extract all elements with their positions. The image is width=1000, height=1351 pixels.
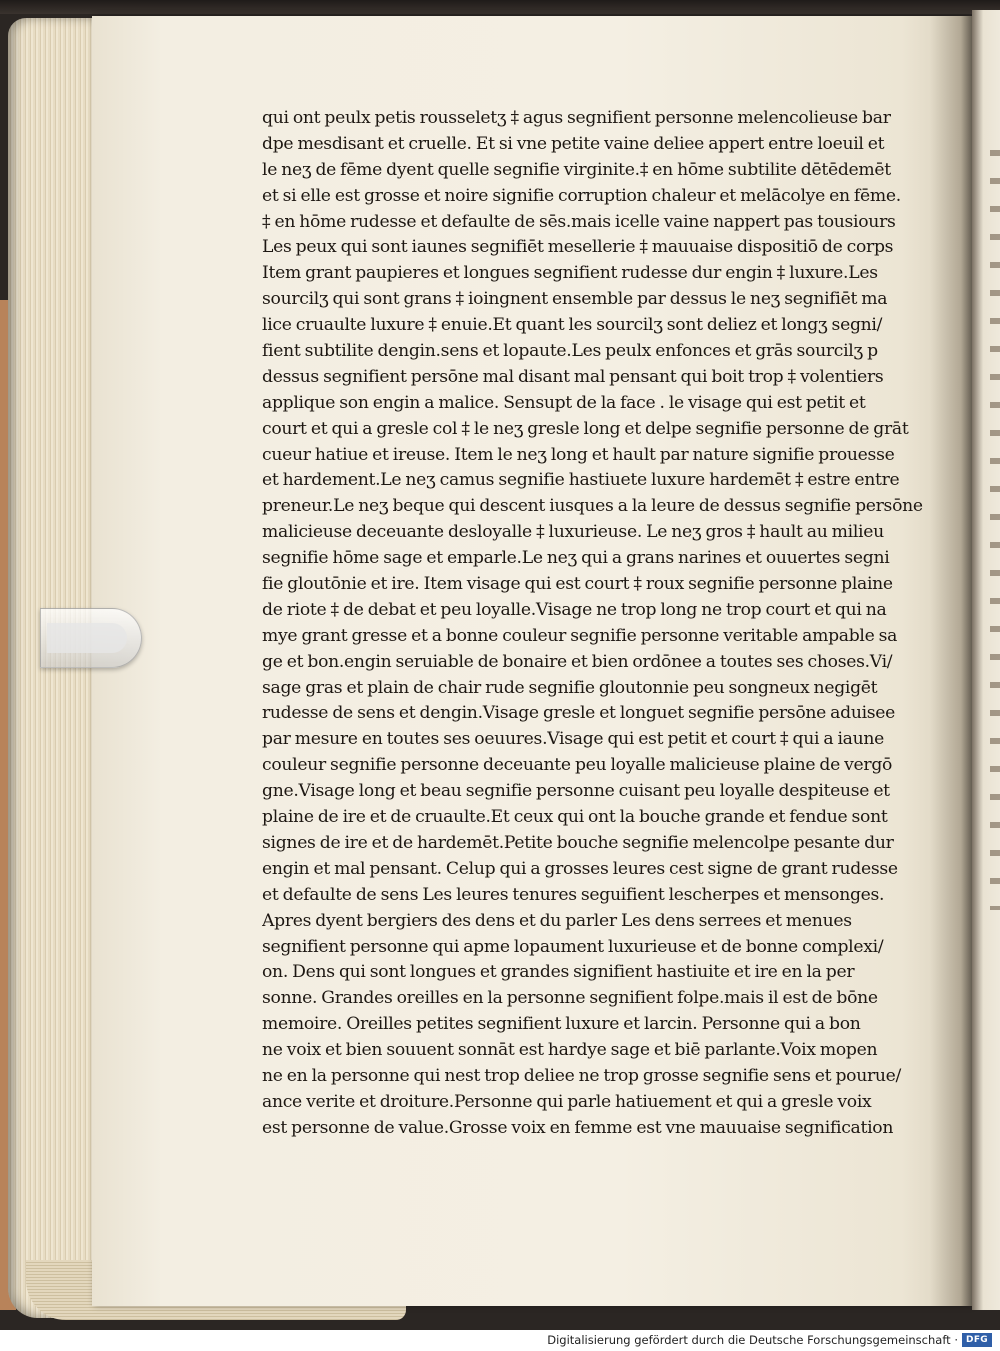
footer-bar bbox=[0, 1330, 1000, 1351]
page-text-block bbox=[262, 106, 932, 1142]
footer-credit: Digitalisierung gefördert durch die Deutsche Forschungsgemeinschaft · bbox=[547, 1333, 958, 1347]
text-line: qui ont peulx petis rousseletʒ ‡ agus segnifient personne melencolieuse bar bbox=[262, 108, 891, 128]
text-line: et hardement.Le neʒ camus segnifie hastiuete luxure hardemēt ‡ estre entre bbox=[262, 470, 900, 491]
text-line: engin et mal pensant. Celup qui a grosses leures cest signe de grant rudesse bbox=[262, 858, 898, 879]
scan-top-edge bbox=[0, 0, 1000, 14]
text-line: memoire. Oreilles petites segnifient luxure et larcin. Personne qui a bon bbox=[262, 1014, 861, 1035]
text-line: ne en la personne qui nest trop deliee ne trop grosse segnifie sens et pourue/ bbox=[262, 1065, 902, 1086]
dfg-logo: DFG bbox=[962, 1333, 992, 1347]
page-gutter-shadow bbox=[930, 16, 974, 1306]
text-line: Item grant paupieres et longues segnifient rudesse dur engin ‡ luxure.Les bbox=[262, 263, 878, 284]
text-line: rudesse de sens et dengin.Visage gresle et longuet segnifie persōne aduisee bbox=[262, 703, 896, 724]
text-line: ne voix et bien souuent sonnāt est hardye sage et biē parlante.Voix mopen bbox=[262, 1040, 878, 1061]
text-line: applique son engin a malice. Sensupt de la face . le visage qui est petit et bbox=[262, 392, 866, 413]
text-line: et si elle est grosse et noire signifie corruption chaleur et melācolye en fēme. bbox=[262, 185, 901, 206]
text-line: le neʒ de fēme dyent quelle segnifie virginite.‡ en hōme subtilite dētēdemēt bbox=[262, 159, 891, 180]
page-holder-clip bbox=[40, 608, 142, 668]
text-line: lice cruaulte luxure ‡ enuie.Et quant les sourcilʒ sont deliez et longʒ segni/ bbox=[262, 315, 883, 336]
text-line: dpe mesdisant et cruelle. Et si vne petite vaine deliee appert entre loeuil et bbox=[262, 133, 885, 154]
text-line: preneur.Le neʒ beque qui descent iusques a la leure de dessus segnifie persōne bbox=[262, 496, 923, 517]
facing-page-text-fragments bbox=[990, 150, 1000, 910]
bleed-through-ink bbox=[262, 1064, 922, 1124]
text-line: est personne de value.Grosse voix en femme est vne mauuaise segnification bbox=[262, 1117, 894, 1138]
text-line: fient subtilite dengin.sens et lopaute.Les peulx enfonces et grās sourcilʒ p bbox=[262, 341, 878, 362]
text-line: on. Dens qui sont longues et grandes signifient hastiuite et ire en la per bbox=[262, 962, 855, 983]
text-line: segnifie hōme sage et emparle.Le neʒ qui a grans narines et ouuertes segni bbox=[262, 548, 890, 569]
text-line: dessus segnifient persōne mal disant mal pensant qui boit trop ‡ volentiers bbox=[262, 366, 884, 387]
text-line: mye grant gresse et a bonne couleur segnifie personne veritable ampable sa bbox=[262, 625, 898, 646]
text-line: ge et bon.engin seruiable de bonaire et bien ordōnee a toutes ses choses.Vi/ bbox=[262, 651, 893, 672]
text-line: Les peux qui sont iaunes segnifiēt mesellerie ‡ mauuaise dispositiō de corps bbox=[262, 237, 894, 258]
text-line: et defaulte de sens Les leures tenures seguifient lescherpes et mensonges. bbox=[262, 884, 885, 905]
text-line: Apres dyent bergiers des dens et du parler Les dens serrees et menues bbox=[262, 910, 852, 931]
text-line: sage gras et plain de chair rude segnifie gloutonnie peu songneux negigēt bbox=[262, 677, 878, 698]
text-line: ance verite et droiture.Personne qui parle hatiuement et qui a gresle voix bbox=[262, 1091, 872, 1112]
text-line: sourcilʒ qui sont grans ‡ ioingnent ensemble par dessus le neʒ segnifiēt ma bbox=[262, 289, 888, 310]
text-line: signes de ire et de hardemēt.Petite bouche segnifie melencolpe pesante dur bbox=[262, 832, 894, 853]
text-line: gne.Visage long et beau segnifie personne cuisant peu loyalle despiteuse et bbox=[262, 781, 890, 802]
text-line: couleur segnifie personne deceuante peu loyalle malicieuse plaine de vergō bbox=[262, 755, 893, 776]
text-line: plaine de ire et de cruaulte.Et ceux qui ont la bouche grande et fendue sont bbox=[262, 807, 888, 828]
text-line: court et qui a gresle col ‡ le neʒ gresle long et delpe segnifie personne de grāt bbox=[262, 418, 909, 439]
text-line: sonne. Grandes oreilles en la personne segnifient folpe.mais il est de bōne bbox=[262, 988, 878, 1009]
text-line: de riote ‡ de debat et peu loyalle.Visage ne trop long ne trop court et qui na bbox=[262, 599, 887, 620]
text-line: cueur hatiue et ireuse. Item le neʒ long et hault par nature signifie prouesse bbox=[262, 444, 895, 465]
text-line: segnifient personne qui apme lopaument luxurieuse et de bonne complexi/ bbox=[262, 936, 884, 957]
text-line: par mesure en toutes ses oeuures.Visage qui est petit et court ‡ qui a iaune bbox=[262, 729, 885, 750]
text-line: malicieuse deceuante desloyalle ‡ luxurieuse. Le neʒ gros ‡ hault au milieu bbox=[262, 522, 884, 543]
text-line: ‡ en hōme rudesse et defaulte de sēs.mais icelle vaine nappert pas tousiours bbox=[262, 211, 896, 232]
text-line: fie gloutōnie et ire. Item visage qui est court ‡ roux segnifie personne plaine bbox=[262, 574, 893, 595]
